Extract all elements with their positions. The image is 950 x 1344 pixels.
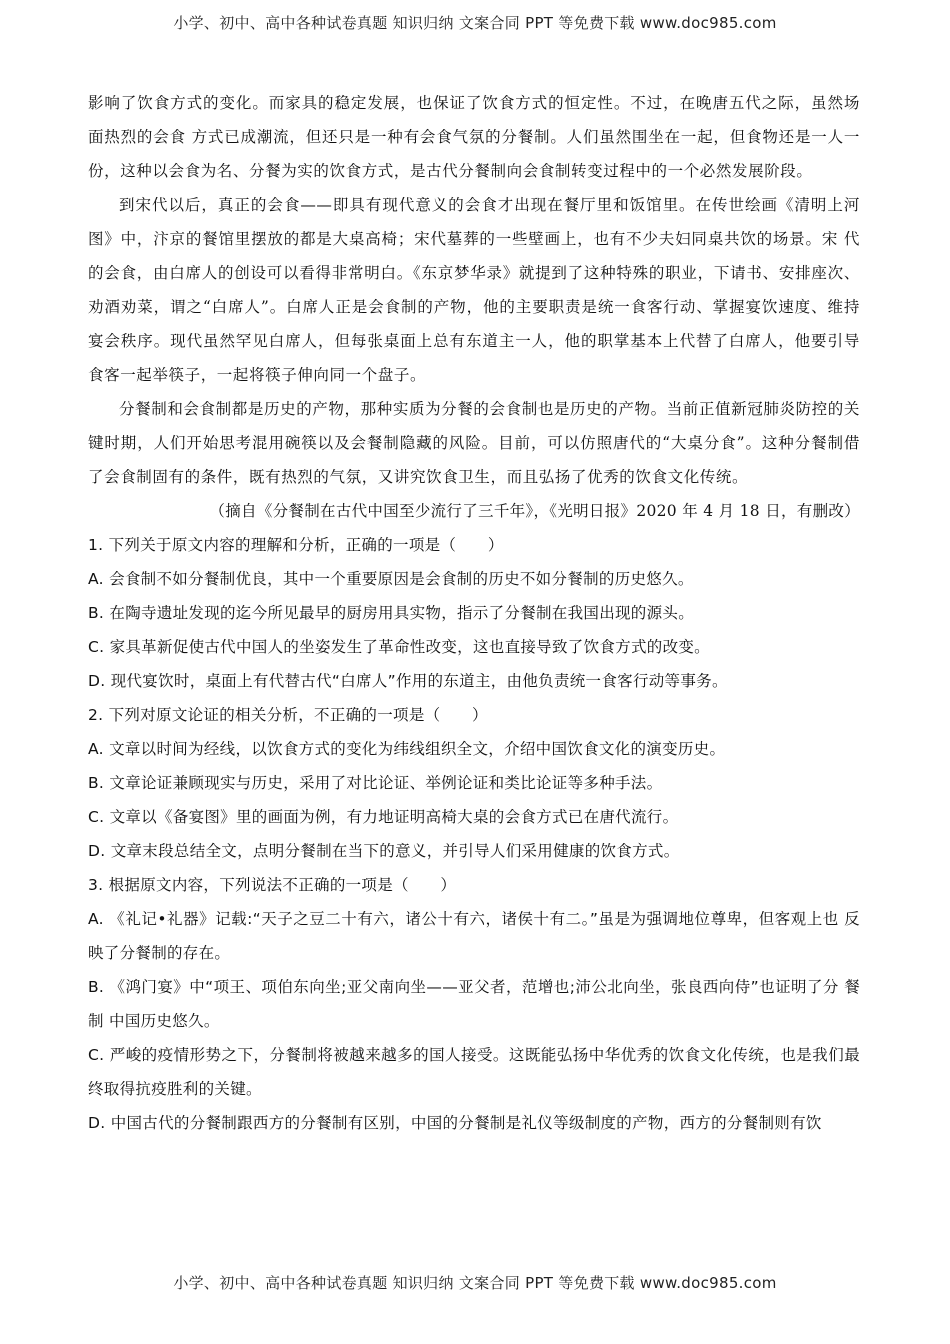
option-b: B. 《鸿门宴》中“项王、项伯东向坐;亚父南向坐——亚父者，范增也;沛公北向坐，张良西向侍”也证明了分 餐制 中国历史悠久。 <box>88 978 860 1030</box>
option-c: C. 严峻的疫情形势之下，分餐制将被越来越多的国人接受。这既能弘扬中华优秀的饮食文化传统，也是我们最终取得抗疫胜利的关键。 <box>88 1046 860 1098</box>
option-a: A. 《礼记•礼器》记载:“天子之豆二十有六，诸公十有六，诸侯十有二。”虽是为强调地位尊卑，但客观上也 反映了分餐制的存在。 <box>88 910 860 962</box>
article-paragraph-2: 到宋代以后，真正的会食——即具有现代意义的会食才出现在餐厅里和饭馆里。在传世绘画《清明上河图》中，汴京的餐馆里摆放的都是大桌高椅；宋代墓葬的一些壁画上，也有不少夫妇同桌共饮的场景。宋 代的会食，由白席人的创设可以看得非常明白。《东京梦华录》就提到了这种特殊的职业，下请书、安排座次、劝酒劝菜，谓之“白席人”。白席人正是会食制的产物，他的主要职责是统一食客行动、掌握宴饮速度、维持宴会秩序。现代虽然罕见白席人，但每张桌面上总有东道主一人，他的职掌基本上代替了白席人，他要引导食客一起举筷子，一起将筷子伸向同一个盘子。 <box>88 196 860 384</box>
option-d: D. 现代宴饮时，桌面上有代替古代“白席人”作用的东道主，由他负责统一食客行动等事务。 <box>88 672 728 690</box>
option-c: C. 家具革新促使古代中国人的坐姿发生了革命性改变，这也直接导致了饮食方式的改变。 <box>88 638 710 656</box>
question-stem: 1. 下列关于原文内容的理解和分析，正确的一项是（ ） <box>88 536 504 554</box>
option-b: B. 文章论证兼顾现实与历史，采用了对比论证、举例论证和类比论证等多种手法。 <box>88 774 663 792</box>
question-stem: 3. 根据原文内容，下列说法不正确的一项是（ ） <box>88 876 457 894</box>
question-stem: 2. 下列对原文论证的相关分析，不正确的一项是（ ） <box>88 706 488 724</box>
article-source: （摘自《分餐制在古代中国至少流行了三千年》，《光明日报》2020 年 4 月 18 日，有删改） <box>209 502 860 520</box>
article-paragraph-3: 分餐制和会食制都是历史的产物，那种实质为分餐的会食制也是历史的产物。当前正值新冠肺炎防控的关键时期，人们开始思考混用碗筷以及会餐制隐藏的风险。目前，可以仿照唐代的“大桌分食”。这种分餐制借了会食制固有的条件，既有热烈的气氛，又讲究饮食卫生，而且弘扬了优秀的饮食文化传统。 <box>88 400 860 486</box>
question-1 <box>88 528 860 698</box>
page-header: 小学、初中、高中各种试卷真题 知识归纳 文案合同 PPT 等免费下载 www.doc985.com <box>173 14 777 32</box>
option-a: A. 文章以时间为经线，以饮食方式的变化为纬线组织全文，介绍中国饮食文化的演变历史。 <box>88 740 726 758</box>
document-body <box>88 86 860 1140</box>
question-2 <box>88 698 860 868</box>
question-3 <box>88 868 860 1140</box>
article-paragraph-1: 影响了饮食方式的变化。而家具的稳定发展，也保证了饮食方式的恒定性。不过，在晚唐五代之际，虽然场面热烈的会食 方式已成潮流，但还只是一种有会食气氛的分餐制。人们虽然围坐在一起，但食物还是一人一份，这种以会食为名、分餐为实的饮食方式，是古代分餐制向会食制转变过程中的一个必然发展阶段。 <box>88 94 860 180</box>
option-a: A. 会食制不如分餐制优良，其中一个重要原因是会食制的历史不如分餐制的历史悠久。 <box>88 570 694 588</box>
option-d: D. 中国古代的分餐制跟西方的分餐制有区别，中国的分餐制是礼仪等级制度的产物，西方的分餐制则有饮 <box>88 1114 822 1132</box>
option-b: B. 在陶寺遗址发现的迄今所见最早的厨房用具实物，指示了分餐制在我国出现的源头。 <box>88 604 694 622</box>
option-d: D. 文章末段总结全文，点明分餐制在当下的意义，并引导人们采用健康的饮食方式。 <box>88 842 680 860</box>
page-footer: 小学、初中、高中各种试卷真题 知识归纳 文案合同 PPT 等免费下载 www.doc985.com <box>173 1274 777 1292</box>
option-c: C. 文章以《备宴图》里的画面为例，有力地证明高椅大桌的会食方式已在唐代流行。 <box>88 808 679 826</box>
